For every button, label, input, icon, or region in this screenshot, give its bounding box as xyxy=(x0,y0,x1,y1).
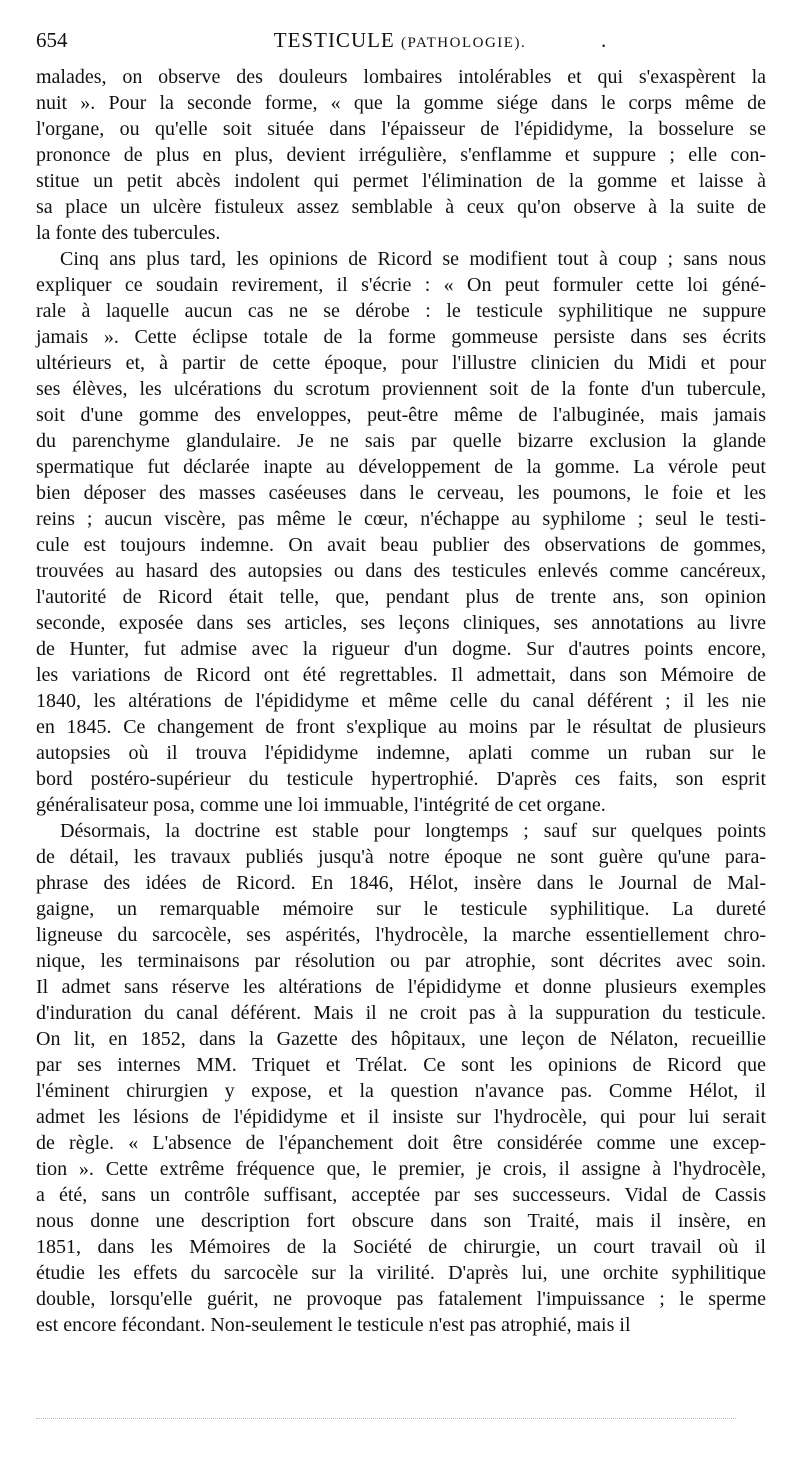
text-line: phrase des idées de Ricord. En 1846, Hélot, insère dans le Journal de Mal- xyxy=(36,872,766,894)
text-line: Désormais, la doctrine est stable pour longtemps ; sauf sur quelques points xyxy=(60,820,766,842)
text-line: l'autorité de Ricord était telle, que, pendant plus de trente ans, son opinion xyxy=(36,586,766,608)
running-head xyxy=(36,28,764,53)
text-line: l'organe, ou qu'elle soit située dans l'épaisseur de l'épididyme, la bosselure se xyxy=(36,118,766,140)
text-line: stitue un petit abcès indolent qui permet l'élimination de la gomme et laisse à xyxy=(36,170,766,192)
running-title: TESTICULE xyxy=(273,28,395,52)
text-line: On lit, en 1852, dans la Gazette des hôpitaux, une leçon de Nélaton, recueillie xyxy=(36,1028,766,1050)
text-line: la fonte des tubercules. xyxy=(36,222,221,244)
text-line: 1851, dans les Mémoires de la Société de chirurgie, un court travail où il xyxy=(36,1236,766,1258)
text-line: expliquer ce soudain revirement, il s'écrie : « On peut formuler cette loi géné- xyxy=(36,274,766,296)
text-line: par ses internes MM. Triquet et Trélat. Ce sont les opinions de Ricord que xyxy=(36,1054,766,1076)
text-line: étudie les effets du sarcocèle sur la virilité. D'après lui, une orchite syphilitique xyxy=(36,1262,766,1284)
text-line: 1840, les altérations de l'épididyme et même celle du canal déférent ; il les nie xyxy=(36,690,766,712)
text-line: d'induration du canal déférent. Mais il ne croit pas à la suppuration du testicule. xyxy=(36,1002,766,1024)
paragraph xyxy=(36,818,766,1338)
text-line: les variations de Ricord ont été regrettables. Il admettait, dans son Mémoire de xyxy=(36,664,766,686)
running-mark: . xyxy=(601,28,607,52)
text-line: reins ; aucun viscère, pas même le cœur, n'échappe au syphilome ; seul le testi- xyxy=(36,508,766,530)
page-number: 654 xyxy=(36,28,68,52)
text-line: trouvées au hasard des autopsies ou dans des testicules enlevés comme cancéreux, xyxy=(36,560,766,582)
text-line: double, lorsqu'elle guérit, ne provoque pas fatalement l'impuissance ; le sperme xyxy=(36,1288,766,1310)
page-edge xyxy=(36,1418,736,1423)
text-line: l'éminent chirurgien y expose, et la question n'avance pas. Comme Hélot, il xyxy=(36,1080,766,1102)
text-line: du parenchyme glandulaire. Je ne sais par quelle bizarre exclusion la glande xyxy=(36,430,766,452)
paragraph xyxy=(36,64,766,246)
text-line: a été, sans un contrôle suffisant, acceptée par ses successeurs. Vidal de Cassis xyxy=(36,1184,766,1206)
text-line: prononce de plus en plus, devient irrégulière, s'enflamme et suppure ; elle con- xyxy=(36,144,766,166)
text-line: Il admet sans réserve les altérations de l'épididyme et donne plusieurs exemples xyxy=(36,976,766,998)
text-line: autopsies où il trouva l'épididyme indemne, aplati comme un ruban sur le xyxy=(36,742,766,764)
text-line: nique, les terminaisons par résolution ou par atrophie, sont décrites avec soin. xyxy=(36,950,766,972)
text-line: nuit ». Pour la seconde forme, « que la gomme siége dans le corps même de xyxy=(36,92,766,114)
text-line: tion ». Cette extrême fréquence que, le premier, je crois, il assigne à l'hydrocèle, xyxy=(36,1158,766,1180)
text-line: soit d'une gomme des enveloppes, peut-être même de l'albuginée, mais jamais xyxy=(36,404,766,426)
text-line: ultérieurs et, à partir de cette époque, pour l'illustre clinicien du Midi et pour xyxy=(36,352,766,374)
text-line: spermatique fut déclarée inapte au développement de la gomme. La vérole peut xyxy=(36,456,766,478)
text-line: gaigne, un remarquable mémoire sur le testicule syphilitique. La dureté xyxy=(36,898,766,920)
text-line: cule est toujours indemne. On avait beau publier des observations de gommes, xyxy=(36,534,766,556)
text-line: en 1845. Ce changement de front s'explique au moins par le résultat de plusieurs xyxy=(36,716,766,738)
text-line: de détail, les travaux publiés jusqu'à notre époque ne sont guère qu'une para- xyxy=(36,846,766,868)
body-text xyxy=(36,64,766,1338)
text-line: jamais ». Cette éclipse totale de la forme gommeuse persiste dans ses écrits xyxy=(36,326,766,348)
paragraph xyxy=(36,246,766,818)
text-line: est encore fécondant. Non-seulement le testicule n'est pas atrophié, mais il xyxy=(36,1314,631,1336)
text-line: malades, on observe des douleurs lombaires intolérables et qui s'exaspèrent la xyxy=(36,66,766,88)
text-line: ligneuse du sarcocèle, ses aspérités, l'hydrocèle, la marche essentiellement chro- xyxy=(36,924,766,946)
text-line: bien déposer des masses caséeuses dans le cerveau, les poumons, le foie et les xyxy=(36,482,766,504)
text-line: de règle. « L'absence de l'épanchement doit être considérée comme une excep- xyxy=(36,1132,766,1154)
text-line: nous donne une description fort obscure dans son Traité, mais il insère, en xyxy=(36,1210,766,1232)
text-line: sa place un ulcère fistuleux assez semblable à ceux qu'on observe à la suite de xyxy=(36,196,766,218)
text-line: Cinq ans plus tard, les opinions de Ricord se modifient tout à coup ; sans nous xyxy=(60,248,766,270)
running-section: (PATHOLOGIE). xyxy=(401,35,527,51)
text-line: seconde, exposée dans ses articles, ses leçons cliniques, ses annotations au livre xyxy=(36,612,766,634)
page-header xyxy=(36,28,764,58)
text-line: de Hunter, fut admise avec la rigueur d'un dogme. Sur d'autres points encore, xyxy=(36,638,766,660)
text-line: admet les lésions de l'épididyme et il insiste sur l'hydrocèle, qui pour lui serait xyxy=(36,1106,766,1128)
text-line: bord postéro-supérieur du testicule hypertrophié. D'après ces faits, son esprit xyxy=(36,768,766,790)
text-line: généralisateur posa, comme une loi immuable, l'intégrité de cet organe. xyxy=(36,794,606,816)
text-line: rale à laquelle aucun cas ne se dérobe : le testicule syphilitique ne suppure xyxy=(36,300,766,322)
text-line: ses élèves, les ulcérations du scrotum proviennent soit de la fonte d'un tubercule, xyxy=(36,378,766,400)
